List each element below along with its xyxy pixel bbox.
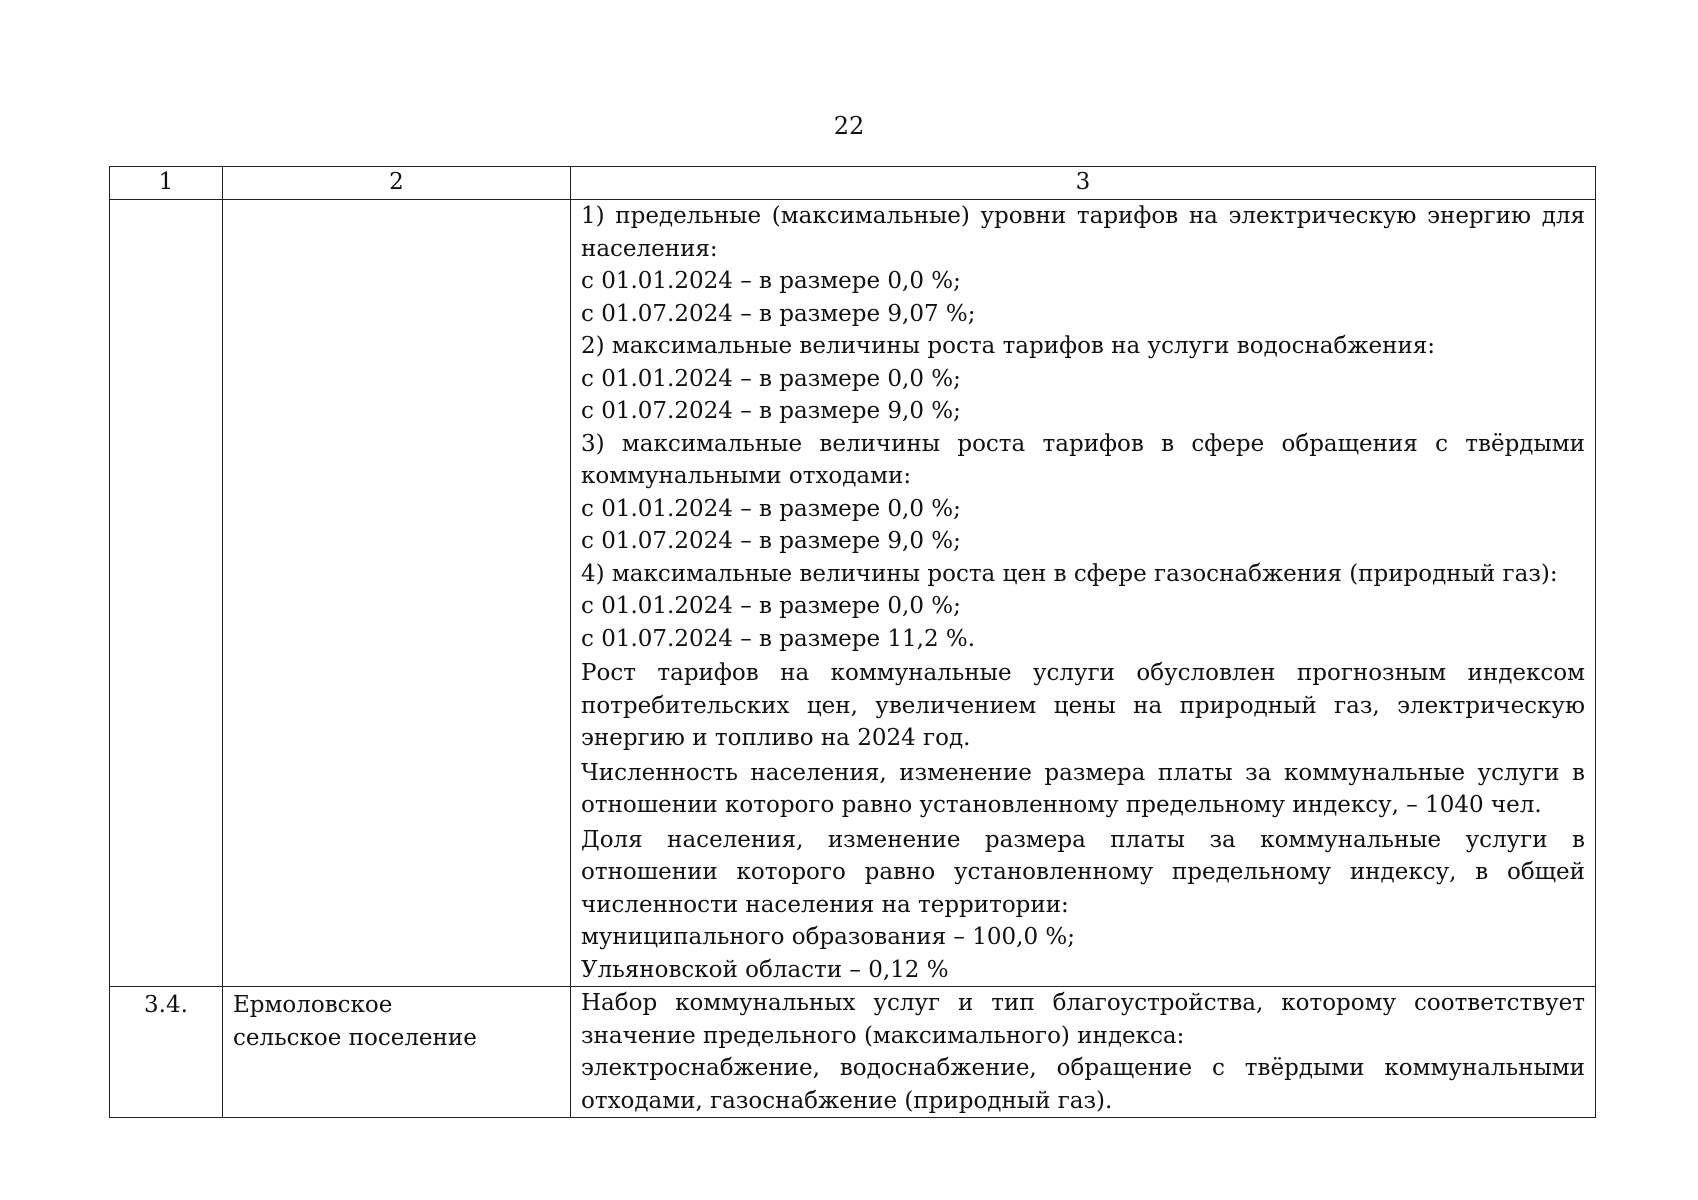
- row-name-cell: [223, 200, 571, 987]
- settlement-name-line: Ермоловское: [233, 992, 393, 1018]
- content-line: с 01.01.2024 – в размере 0,0 %;: [581, 365, 961, 392]
- row-number-cell: [110, 200, 223, 987]
- row-content-cell: [571, 987, 1596, 1118]
- content-line: 1) предельные (максимальные) уровни тарифов на электрическую энергию для населения:: [581, 203, 1585, 262]
- settlement-name-line: сельское поселение: [233, 1024, 477, 1051]
- header-cell-3: 3: [571, 167, 1596, 200]
- content-paragraph: электроснабжение, водоснабжение, обращение с твёрдыми коммунальными отходами, газоснабжение (природный газ).: [581, 1055, 1585, 1114]
- content-line: с 01.07.2024 – в размере 9,0 %;: [581, 398, 961, 424]
- table-row: [110, 200, 1596, 987]
- row-number-cell: 3.4.: [110, 987, 223, 1118]
- content-line: с 01.07.2024 – в размере 11,2 %.: [581, 625, 976, 652]
- content-line: с 01.07.2024 – в размере 9,0 %;: [581, 528, 961, 554]
- tariff-table: [109, 166, 1596, 1118]
- content-line: с 01.01.2024 – в размере 0,0 %;: [581, 268, 961, 294]
- content-paragraph: Доля населения, изменение размера платы за коммунальные услуги в отношении которого равно установленному предельному индексу, в общей численности населения на территории:: [581, 826, 1585, 918]
- content-line: с 01.01.2024 – в размере 0,0 %;: [581, 495, 961, 522]
- row-content-cell: [571, 200, 1596, 987]
- content-paragraph: Численность населения, изменение размера платы за коммунальные услуги в отношении которого равно установленному предельному индексу, – 1040 чел.: [581, 759, 1585, 818]
- header-cell-1: 1: [110, 167, 223, 200]
- table-row: [110, 987, 1596, 1118]
- content-line: 4) максимальные величины роста цен в сфере газоснабжения (природный газ):: [581, 560, 1558, 587]
- header-cell-2: 2: [223, 167, 571, 200]
- page-number: 22: [833, 112, 865, 140]
- content-line: с 01.01.2024 – в размере 0,0 %;: [581, 593, 961, 619]
- content-line: с 01.07.2024 – в размере 9,07 %;: [581, 300, 976, 327]
- content-line: муниципального образования – 100,0 %;: [581, 924, 1075, 950]
- content-paragraph: Рост тарифов на коммунальные услуги обусловлен прогнозным индексом потребительских цен, увеличением цены на природный газ, электрическую энергию и топливо на 2024 год.: [581, 660, 1585, 751]
- content-line: Ульяновской области – 0,12 %: [581, 956, 949, 983]
- content-paragraph: Набор коммунальных услуг и тип благоустройства, которому соответствует значение предельного (максимального) индекса:: [581, 990, 1585, 1049]
- table-header-row: [110, 167, 1596, 200]
- content-line: 2) максимальные величины роста тарифов на услуги водоснабжения:: [581, 333, 1436, 359]
- row-name-cell: [223, 987, 571, 1118]
- content-line: 3) максимальные величины роста тарифов в сфере обращения с твёрдыми коммунальными отходами:: [581, 430, 1585, 489]
